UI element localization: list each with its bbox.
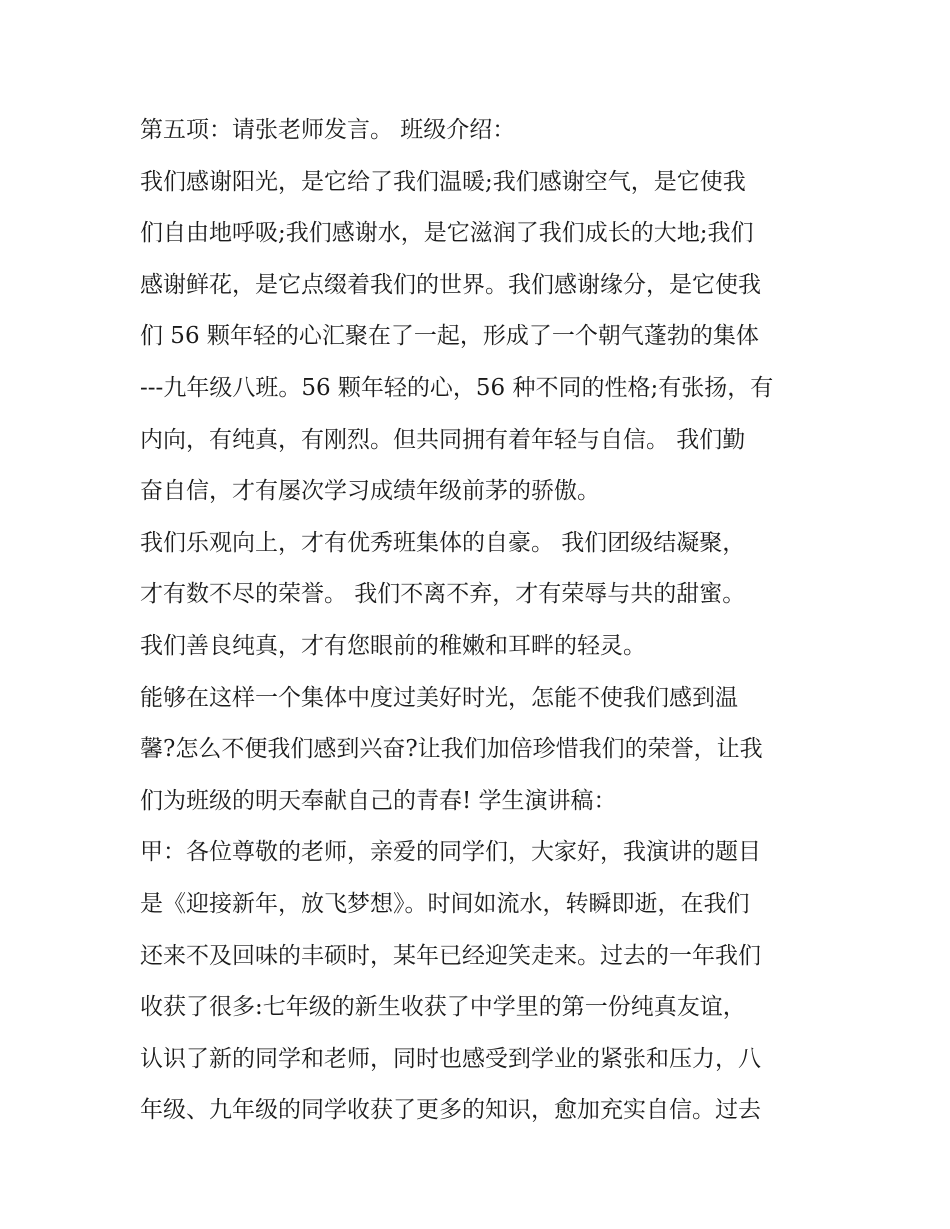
text-line: 才有数不尽的荣誉。 我们不离不弃，才有荣辱与共的甜蜜。 bbox=[140, 581, 746, 608]
text-line: 甲：各位尊敬的老师，亲爱的同学们，大家好，我演讲的题目 bbox=[140, 839, 761, 866]
text-line: 们自由地呼吸;我们感谢水，是它滋润了我们成长的大地;我们 bbox=[140, 220, 754, 247]
text-line: 能够在这样一个集体中度过美好时光，怎能不使我们感到温 bbox=[140, 684, 738, 711]
text-line: 是《迎接新年，放飞梦想》。时间如流水，转瞬即逝，在我们 bbox=[140, 890, 750, 917]
text-line: 奋自信，才有屡次学习成绩年级前茅的骄傲。 bbox=[140, 478, 600, 505]
text-line: 馨?怎么不便我们感到兴奋?让我们加倍珍惜我们的荣誉，让我 bbox=[140, 736, 763, 763]
text-line: 第五项：请张老师发言。 班级介绍： bbox=[140, 117, 516, 143]
text-line: 们 56 颗年轻的心汇聚在了一起，形成了一个朝气蓬勃的集体 bbox=[140, 323, 759, 350]
text-line: 们为班级的明天奉献自己的青春! 学生演讲稿： bbox=[140, 787, 617, 814]
text-line: 收获了很多:七年级的新生收获了中学里的第一份纯真友谊， bbox=[140, 994, 746, 1021]
text-line: 还来不及回味的丰硕时，某年已经迎笑走来。过去的一年我们 bbox=[140, 942, 761, 969]
text-line: 我们感谢阳光，是它给了我们温暖;我们感谢空气，是它使我 bbox=[140, 168, 746, 195]
text-line: 我们乐观向上，才有优秀班集体的自豪。 我们团级结凝聚， bbox=[140, 529, 746, 556]
text-line: 内向，有纯真，有刚烈。但共同拥有着年轻与自信。 我们勤 bbox=[140, 426, 746, 453]
text-line: 感谢鲜花，是它点缀着我们的世界。我们感谢缘分，是它使我 bbox=[140, 271, 761, 298]
text-line: 年级、九年级的同学收获了更多的知识，愈加充实自信。过去 bbox=[140, 1097, 761, 1124]
text-line: 认识了新的同学和老师，同时也感受到学业的紧张和压力，八 bbox=[140, 1045, 761, 1072]
text-line: ---九年级八班。56 颗年轻的心，56 种不同的性格;有张扬，有 bbox=[140, 374, 774, 401]
text-line: 我们善良纯真，才有您眼前的稚嫩和耳畔的轻灵。 bbox=[140, 632, 646, 659]
document-body bbox=[140, 105, 820, 1137]
